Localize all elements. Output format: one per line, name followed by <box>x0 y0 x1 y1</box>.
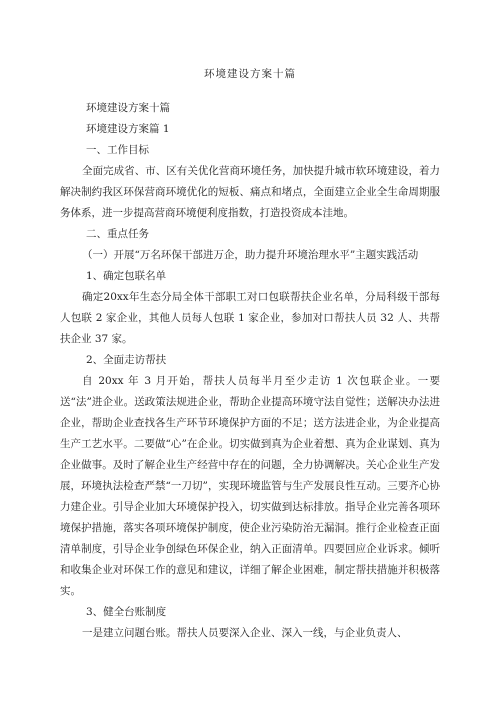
item-heading-list: 1、确定包联名单 <box>86 270 167 282</box>
item-heading-ledger: 3、健全台账制度 <box>86 606 167 618</box>
paragraph-visits: 自 20xx 年 3 月开始，帮扶人员每半月至少走访 1 次包联企业。一要送“法”进企业。送政策法规进企业，帮助企业提高环境守法自觉性；送解决办法进企业，帮助企业查找各生产环节环境保护方面的不足；送方法进企业，为企业提高生产工艺水平。二要做“心”在企业。切实做到真为企业着想、真为企业谋划、真为企业做事。及时了解企业生产经营中存在的问题，全力协调解决。关心企业生产发展，环境执法检查严禁“一刀切”，实现环境监管与生产发展良性互动。三要齐心协力建企业。引导企业加大环境保护投入，切实做到达标排放。指导企业完善各项环境保护措施，落实各项环境保护制度，使企业污染防治无漏洞。推行企业检查正面清单制度，引导企业争创绿色环保企业，纳入正面清单。四要回应企业诉求。倾听和收集企业对环保工作的意见和建议，详细了解企业困难，制定帮扶措施并积极落实。 <box>60 375 440 597</box>
item-heading-visits: 2、全面走访帮扶 <box>86 354 167 366</box>
subsection-heading-practice: （一）开展“万名环保干部进万企，助力提升环境治理水平”主题实践活动 <box>82 249 419 261</box>
document-title: 环境建设方案十篇 <box>204 68 296 80</box>
paragraph-ledger: 一是建立问题台账。帮扶人员要深入企业、深入一线，与企业负责人、 <box>82 627 408 639</box>
paragraph-list: 确定20xx年生态分局全体干部职工对口包联帮扶企业名单，分局科级干部每人包联 2 家企业，其他人员每人包联 1 家企业，参加对口帮扶人员 32 人、共帮扶企业 37 家。 <box>60 291 440 345</box>
document-subtitle: 环境建设方案十篇 <box>86 102 170 114</box>
part-title: 环境建设方案篇 1 <box>86 123 170 135</box>
section-heading-goals: 一、工作目标 <box>86 144 149 156</box>
paragraph-goals: 全面完成省、市、区有关优化营商环境任务，加快提升城市软环境建设，着力解决制约我区环保营商环境优化的短板、痛点和堵点，全面建立企业全生命周期服务体系，进一步提高营商环境便利度指数，打造投资成本洼地。 <box>60 165 440 219</box>
section-heading-tasks: 二、重点任务 <box>86 228 149 240</box>
